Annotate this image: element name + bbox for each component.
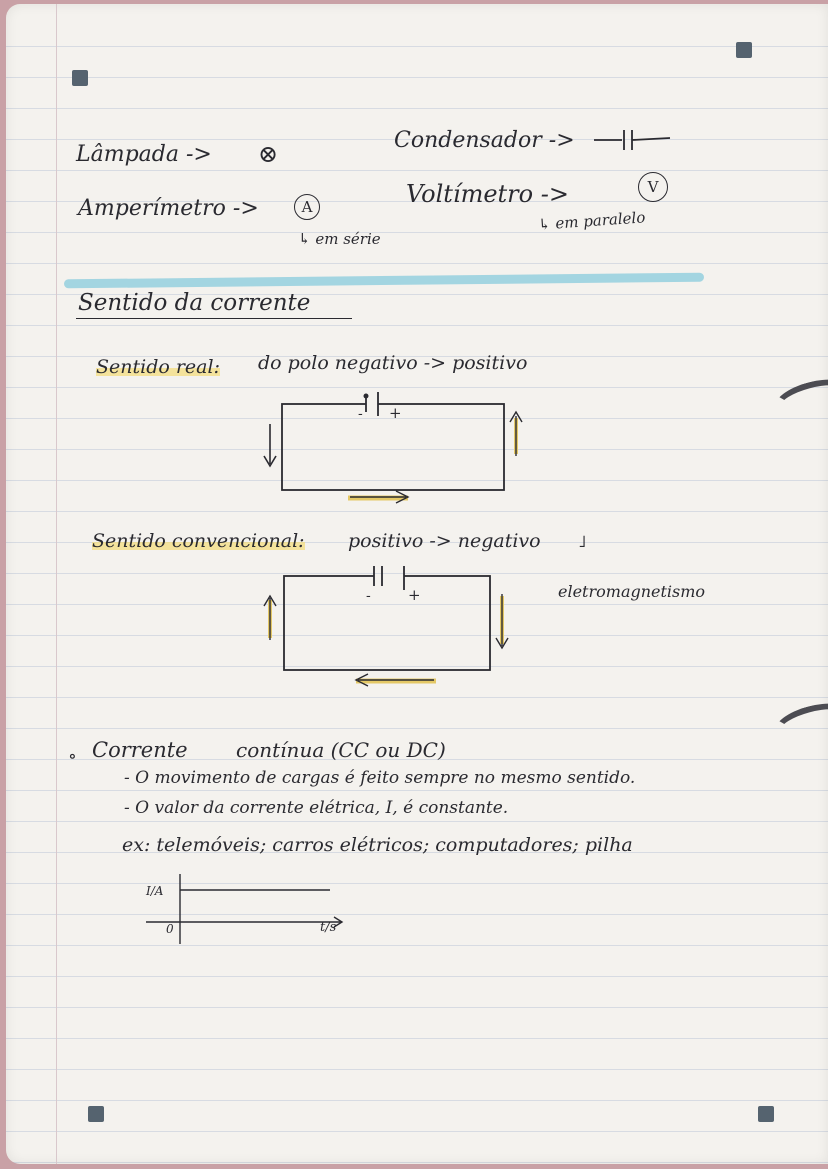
convencional-label: Sentido convencional: <box>92 530 305 552</box>
real-label: Sentido real: <box>96 356 220 378</box>
brace-mark: ˩ <box>578 532 587 552</box>
corner-mark-top-right <box>736 42 752 58</box>
em-paralelo-note: ↳ em paralelo <box>537 208 646 234</box>
continua-line-1: - O movimento de cargas é feito sempre no mesmo sentido. <box>124 768 636 788</box>
voltmeter-symbol <box>638 172 668 202</box>
eletromagnetismo-note: eletromagnetismo <box>558 582 706 601</box>
real-text: do polo negativo -> positivo <box>258 352 528 374</box>
bullet-point: ∘ <box>68 746 77 767</box>
binder-ring-top <box>771 373 828 424</box>
voltmeter-symbol-letter: V <box>638 172 668 202</box>
ammeter-symbol <box>294 194 320 220</box>
lamp-symbol: ⊗ <box>258 140 279 168</box>
conv-plus-sign: + <box>408 586 421 604</box>
margin-line <box>56 4 57 1164</box>
continua-title-a: Corrente <box>92 738 188 762</box>
graph-x-label: t/s <box>320 920 337 935</box>
real-minus-sign: - <box>358 406 363 422</box>
ammeter-symbol-letter: A <box>294 194 320 220</box>
continua-line-3: ex: telemóveis; carros elétricos; computadores; pilha <box>122 834 633 856</box>
em-serie-note: ↳ em série <box>298 230 381 248</box>
condensador-label: Condensador -> <box>394 128 575 153</box>
continua-line-2: - O valor da corrente elétrica, I, é constante. <box>124 798 509 818</box>
convencional-text: positivo -> negativo <box>348 530 541 552</box>
corner-mark-bottom-left <box>88 1106 104 1122</box>
notebook-page <box>6 4 828 1164</box>
real-plus-sign: + <box>389 404 402 422</box>
amperimetro-label: Amperímetro -> <box>78 196 259 221</box>
lampada-label: Lâmpada -> <box>76 142 212 167</box>
continua-title-b: contínua (CC ou DC) <box>236 738 446 762</box>
corner-mark-bottom-right <box>758 1106 774 1122</box>
current-time-graph <box>146 874 356 954</box>
binder-ring-bottom <box>771 697 828 748</box>
conv-minus-sign: - <box>366 588 371 604</box>
section-heading: Sentido da corrente <box>78 290 311 316</box>
voltimetro-label: Voltímetro -> <box>406 180 569 208</box>
heading-highlight <box>64 273 704 289</box>
conventional-circuit-diagram <box>260 566 530 696</box>
capacitor-symbol-icon <box>594 128 674 152</box>
graph-origin: 0 <box>166 922 174 936</box>
heading-underline <box>76 318 352 319</box>
graph-y-label: I/A <box>146 884 164 898</box>
corner-mark-top-left <box>72 70 88 86</box>
